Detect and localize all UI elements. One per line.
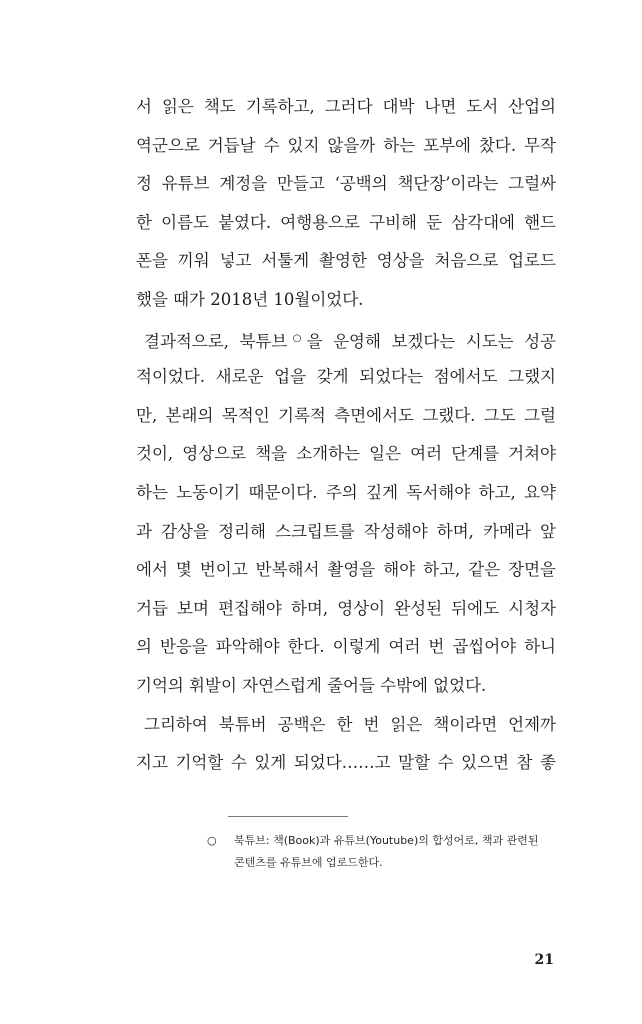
text-line: 거듭 보며 편집해야 하며, 영상이 완성된 뒤에도 시청자 — [136, 598, 556, 618]
body-text — [136, 88, 556, 783]
text-line: 한 이름도 붙였다. 여행용으로 구비해 둔 삼각대에 핸드 — [136, 212, 556, 232]
text-fragment: 을 운영해 보겠다는 시도는 성공 — [306, 331, 556, 351]
text-line: 만, 본래의 목적인 기록적 측면에서도 그랬다. 그도 그럴 — [136, 405, 556, 425]
footnote — [207, 830, 558, 874]
footnote-reference-marker: ○ — [287, 332, 307, 344]
text-line: 그리하여 북튜버 공백은 한 번 읽은 책이라면 언제까 — [144, 714, 556, 734]
text-fragment: 결과적으로, 북튜브 — [144, 331, 288, 351]
text-line-with-footnote — [136, 320, 556, 359]
text-line: 기억의 휘발이 자연스럽게 줄어들 수밖에 없었다. — [136, 675, 487, 695]
footnote-line: 북튜브: 책(Book)과 유튜브(Youtube)의 합성어로, 책과 관련된 — [234, 834, 539, 847]
text-line: 것이, 영상으로 책을 소개하는 일은 여러 단계를 거쳐야 — [136, 444, 556, 464]
footnote-divider — [228, 816, 348, 817]
footnote-line: 콘텐츠를 유튜브에 업로드한다. — [234, 856, 383, 869]
text-line: 에서 몇 번이고 반복해서 촬영을 해야 하고, 같은 장면을 — [136, 560, 556, 580]
text-line: 폰을 끼워 넣고 서툴게 촬영한 영상을 처음으로 업로드 — [136, 251, 556, 271]
text-line: 정 유튜브 계정을 만들고 ‘공백의 책단장’이라는 그럴싸 — [136, 174, 556, 194]
text-line: 적이었다. 새로운 업을 갖게 되었다는 점에서도 그랬지 — [136, 367, 556, 387]
footnote-marker: ○ — [207, 834, 217, 847]
text-line: 지고 기억할 수 있게 되었다……고 말할 수 있으면 참 좋 — [136, 753, 556, 773]
text-line: 과 감상을 정리해 스크립트를 작성해야 하며, 카메라 앞 — [136, 521, 556, 541]
text-line: 서 읽은 책도 기록하고, 그러다 대박 나면 도서 산업의 — [136, 97, 556, 116]
text-line: 했을 때가 2018년 10월이었다. — [136, 289, 364, 309]
page-number: 21 — [534, 952, 554, 968]
text-line: 역군으로 거듭날 수 있지 않을까 하는 포부에 찼다. 무작 — [136, 135, 556, 155]
text-line: 하는 노동이기 때문이다. 주의 깊게 독서해야 하고, 요약 — [136, 482, 556, 502]
text-line: 의 반응을 파악해야 한다. 이렇게 여러 번 곱씹어야 하니 — [136, 637, 556, 657]
